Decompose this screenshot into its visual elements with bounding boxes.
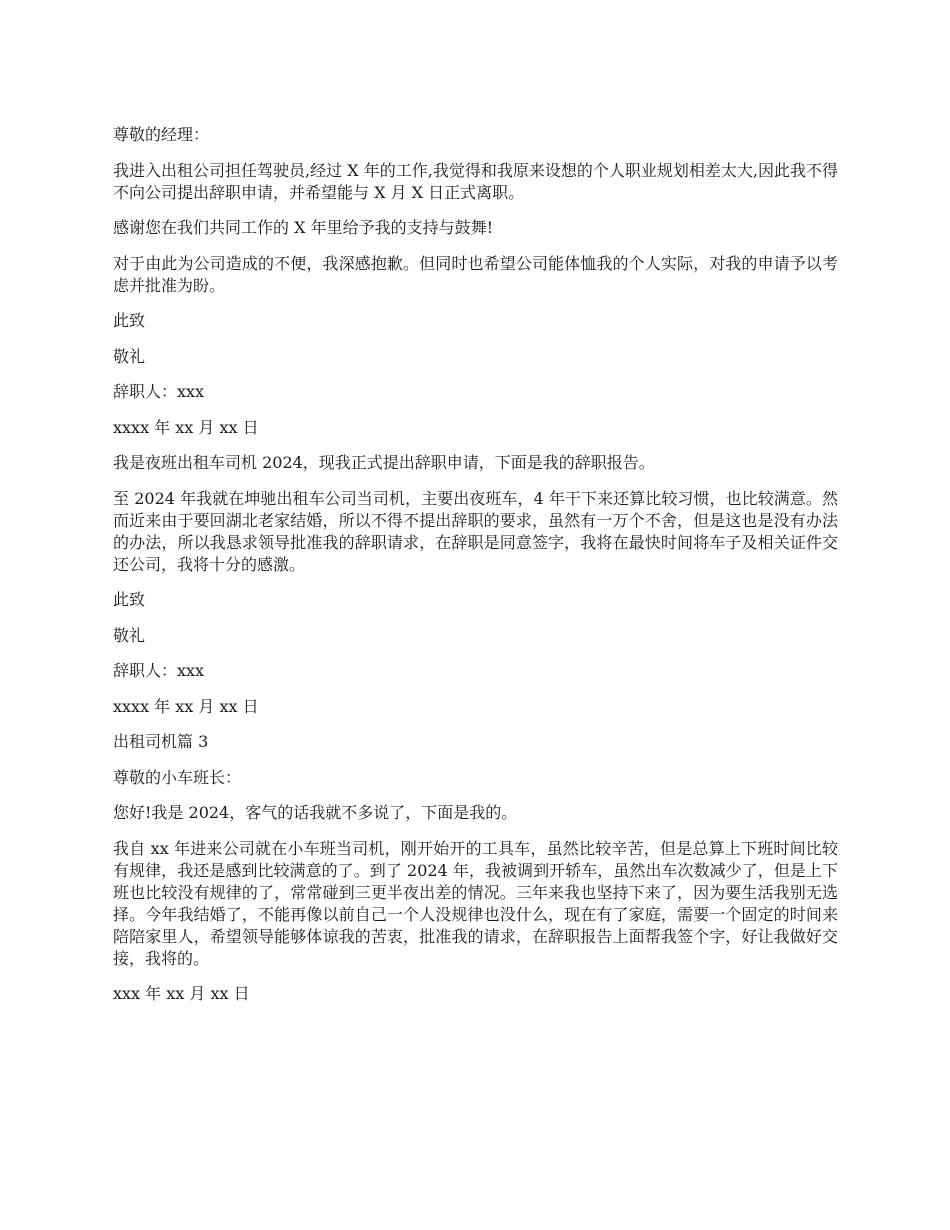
closing-line: 敬礼 (113, 346, 146, 366)
salutation: 尊敬的小车班长： (113, 767, 242, 787)
body-paragraph: 您好!我是 2024，客气的话我就不多说了，下面是我的。 (113, 803, 518, 822)
body-paragraph: 对于由此为公司造成的不便，我深感抱歉。但同时也希望公司能体恤我的个人实际，对我的申请予以考虑并批准为盼。 (113, 253, 838, 295)
date-line: xxxx 年 xx 月 xx 日 (113, 417, 259, 437)
section-heading: 出租司机篇 3 (113, 732, 209, 751)
closing-line: 此致 (113, 311, 146, 330)
body-paragraph: 我进入出租公司担任驾驶员,经过 X 年的工作,我觉得和我原来设想的个人职业规划相差太大,因此我不得不向公司提出辞职申请，并希望能与 X 月 X 日正式离职。 (113, 160, 838, 202)
date-line: xxxx 年 xx 月 xx 日 (113, 696, 259, 716)
body-paragraph: 感谢您在我们共同工作的 X 年里给予我的支持与鼓舞! (113, 218, 493, 237)
closing-line: 此致 (113, 590, 146, 609)
body-paragraph: 至 2024 年我就在坤驰出租车公司当司机，主要出夜班车，4 年干下来还算比较习惯，也比较满意。然而近来由于要回湖北老家结婚，所以不得不提出辞职的要求，虽然有一万个不舍，但是这也是没有办法的办法，所以我恳求领导批准我的辞职请求，在辞职是同意签字，我将在最快时间将车子及相关证件交还公司，我将十分的感激。 (113, 488, 838, 574)
signature-line: 辞职人：xxx (113, 661, 205, 680)
date-line: xxx 年 xx 月 xx 日 (113, 984, 250, 1003)
body-paragraph: 我是夜班出租车司机 2024，现我正式提出辞职申请，下面是我的辞职报告。 (113, 453, 655, 472)
signature-line: 辞职人：xxx (113, 382, 205, 401)
document-body (113, 124, 838, 1019)
closing-line: 敬礼 (113, 625, 146, 645)
body-paragraph: 我自 xx 年进来公司就在小车班当司机，刚开始开的工具车，虽然比较辛苦，但是总算上下班时间比较有规律，我还是感到比较满意的了。到了 2024 年，我被调到开轿车，虽然出车次数减少了，但是上下班也比较没有规律的了，常常碰到三更半夜出差的情况。三年来我也坚持下来了，因为要生活我别无选择。今年我结婚了，不能再像以前自己一个人没规律也没什么，现在有了家庭，需要一个固定的时间来陪陪家里人，希望领导能够体谅我的苦衷，批准我的请求，在辞职报告上面帮我签个字，好让我做好交接，我将的。 (113, 838, 838, 968)
salutation: 尊敬的经理： (113, 125, 210, 144)
